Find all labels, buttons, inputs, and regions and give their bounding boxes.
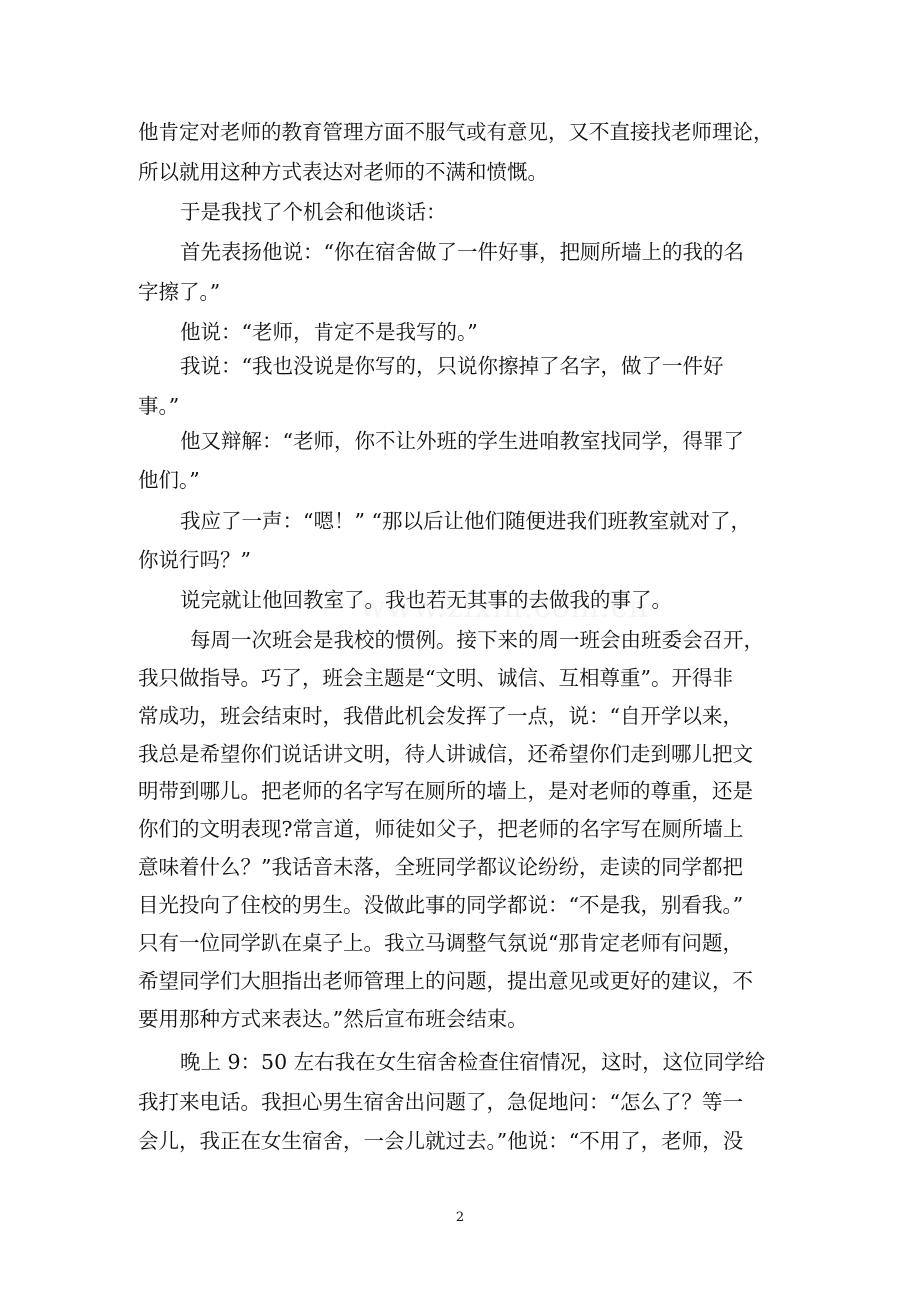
text-line: 他肯定对老师的教育管理方面不服气或有意见，又不直接找老师理论， [138,120,774,144]
text-line: 常成功，班会结束时，我借此机会发挥了一点，说：“自开学以来， [138,704,743,728]
text-line: 明带到哪儿。把老师的名字写在厕所的墙上，是对老师的尊重，还是 [138,779,753,803]
text-line: 他又辩解：“老师，你不让外班的学生进咱教室找同学，得罪了 [180,429,744,453]
text-line: 我只做指导。巧了，班会主题是“文明、诚信、互相尊重”。开得非 [138,666,733,690]
text-line: 目光投向了住校的男生。没做此事的同学都说：“不是我，别看我。” [138,893,744,917]
text-line: 只有一位同学趴在桌子上。我立马调整气氛说“那肯定老师有问题， [138,931,743,955]
text-line: 他说：“老师，肯定不是我写的。” [180,320,478,344]
text-line: 希望同学们大胆指出老师管理上的问题，提出意见或更好的建议，不 [138,969,753,993]
text-line: 我说：“我也没说是你写的，只说你擦掉了名字，做了一件好 [180,354,724,378]
text-line: 会儿，我正在女生宿舍，一会儿就过去。”他说：“不用了，老师，没 [138,1129,744,1153]
text-line: 他们。” [138,468,200,492]
text-line: 每周一次班会是我校的惯例。接下来的周一班会由班委会召开， [190,628,764,652]
text-line: 于是我找了个机会和他谈话： [180,200,447,224]
text-line: 要用那种方式来表达。”然后宣布班会结束。 [138,1007,528,1031]
text-line: 说完就让他回教室了。我也若无其事的去做我的事了。 [180,588,672,612]
text-line: 你说行吗？” [138,548,251,572]
text-line: 字擦了。” [138,280,221,304]
text-line: 意味着什么？”我话音未落，全班同学都议论纷纷，走读的同学都把 [138,855,743,879]
text-line: 你们的文明表现?常言道，师徒如父子，把老师的名字写在厕所墙上 [138,817,744,841]
text-line: 所以就用这种方式表达对老师的不满和愤慨。 [138,160,548,184]
text-line: 我总是希望你们说话讲文明，待人讲诚信，还希望你们走到哪儿把文 [138,742,753,766]
text-line: 我打来电话。我担心男生宿舍出问题了，急促地问：“怎么了？等一 [138,1090,743,1114]
text-line: 我应了一声：“嗯！” “那以后让他们随便进我们班教室就对了， [180,509,751,533]
text-line: 晚上 9：50 左右我在女生宿舍检查住宿情况，这时，这位同学给 [180,1050,766,1074]
text-line: 事。” [138,394,180,418]
page-number: 2 [455,1210,465,1225]
text-line: 首先表扬他说：“你在宿舍做了一件好事，把厕所墙上的我的名 [180,240,744,264]
